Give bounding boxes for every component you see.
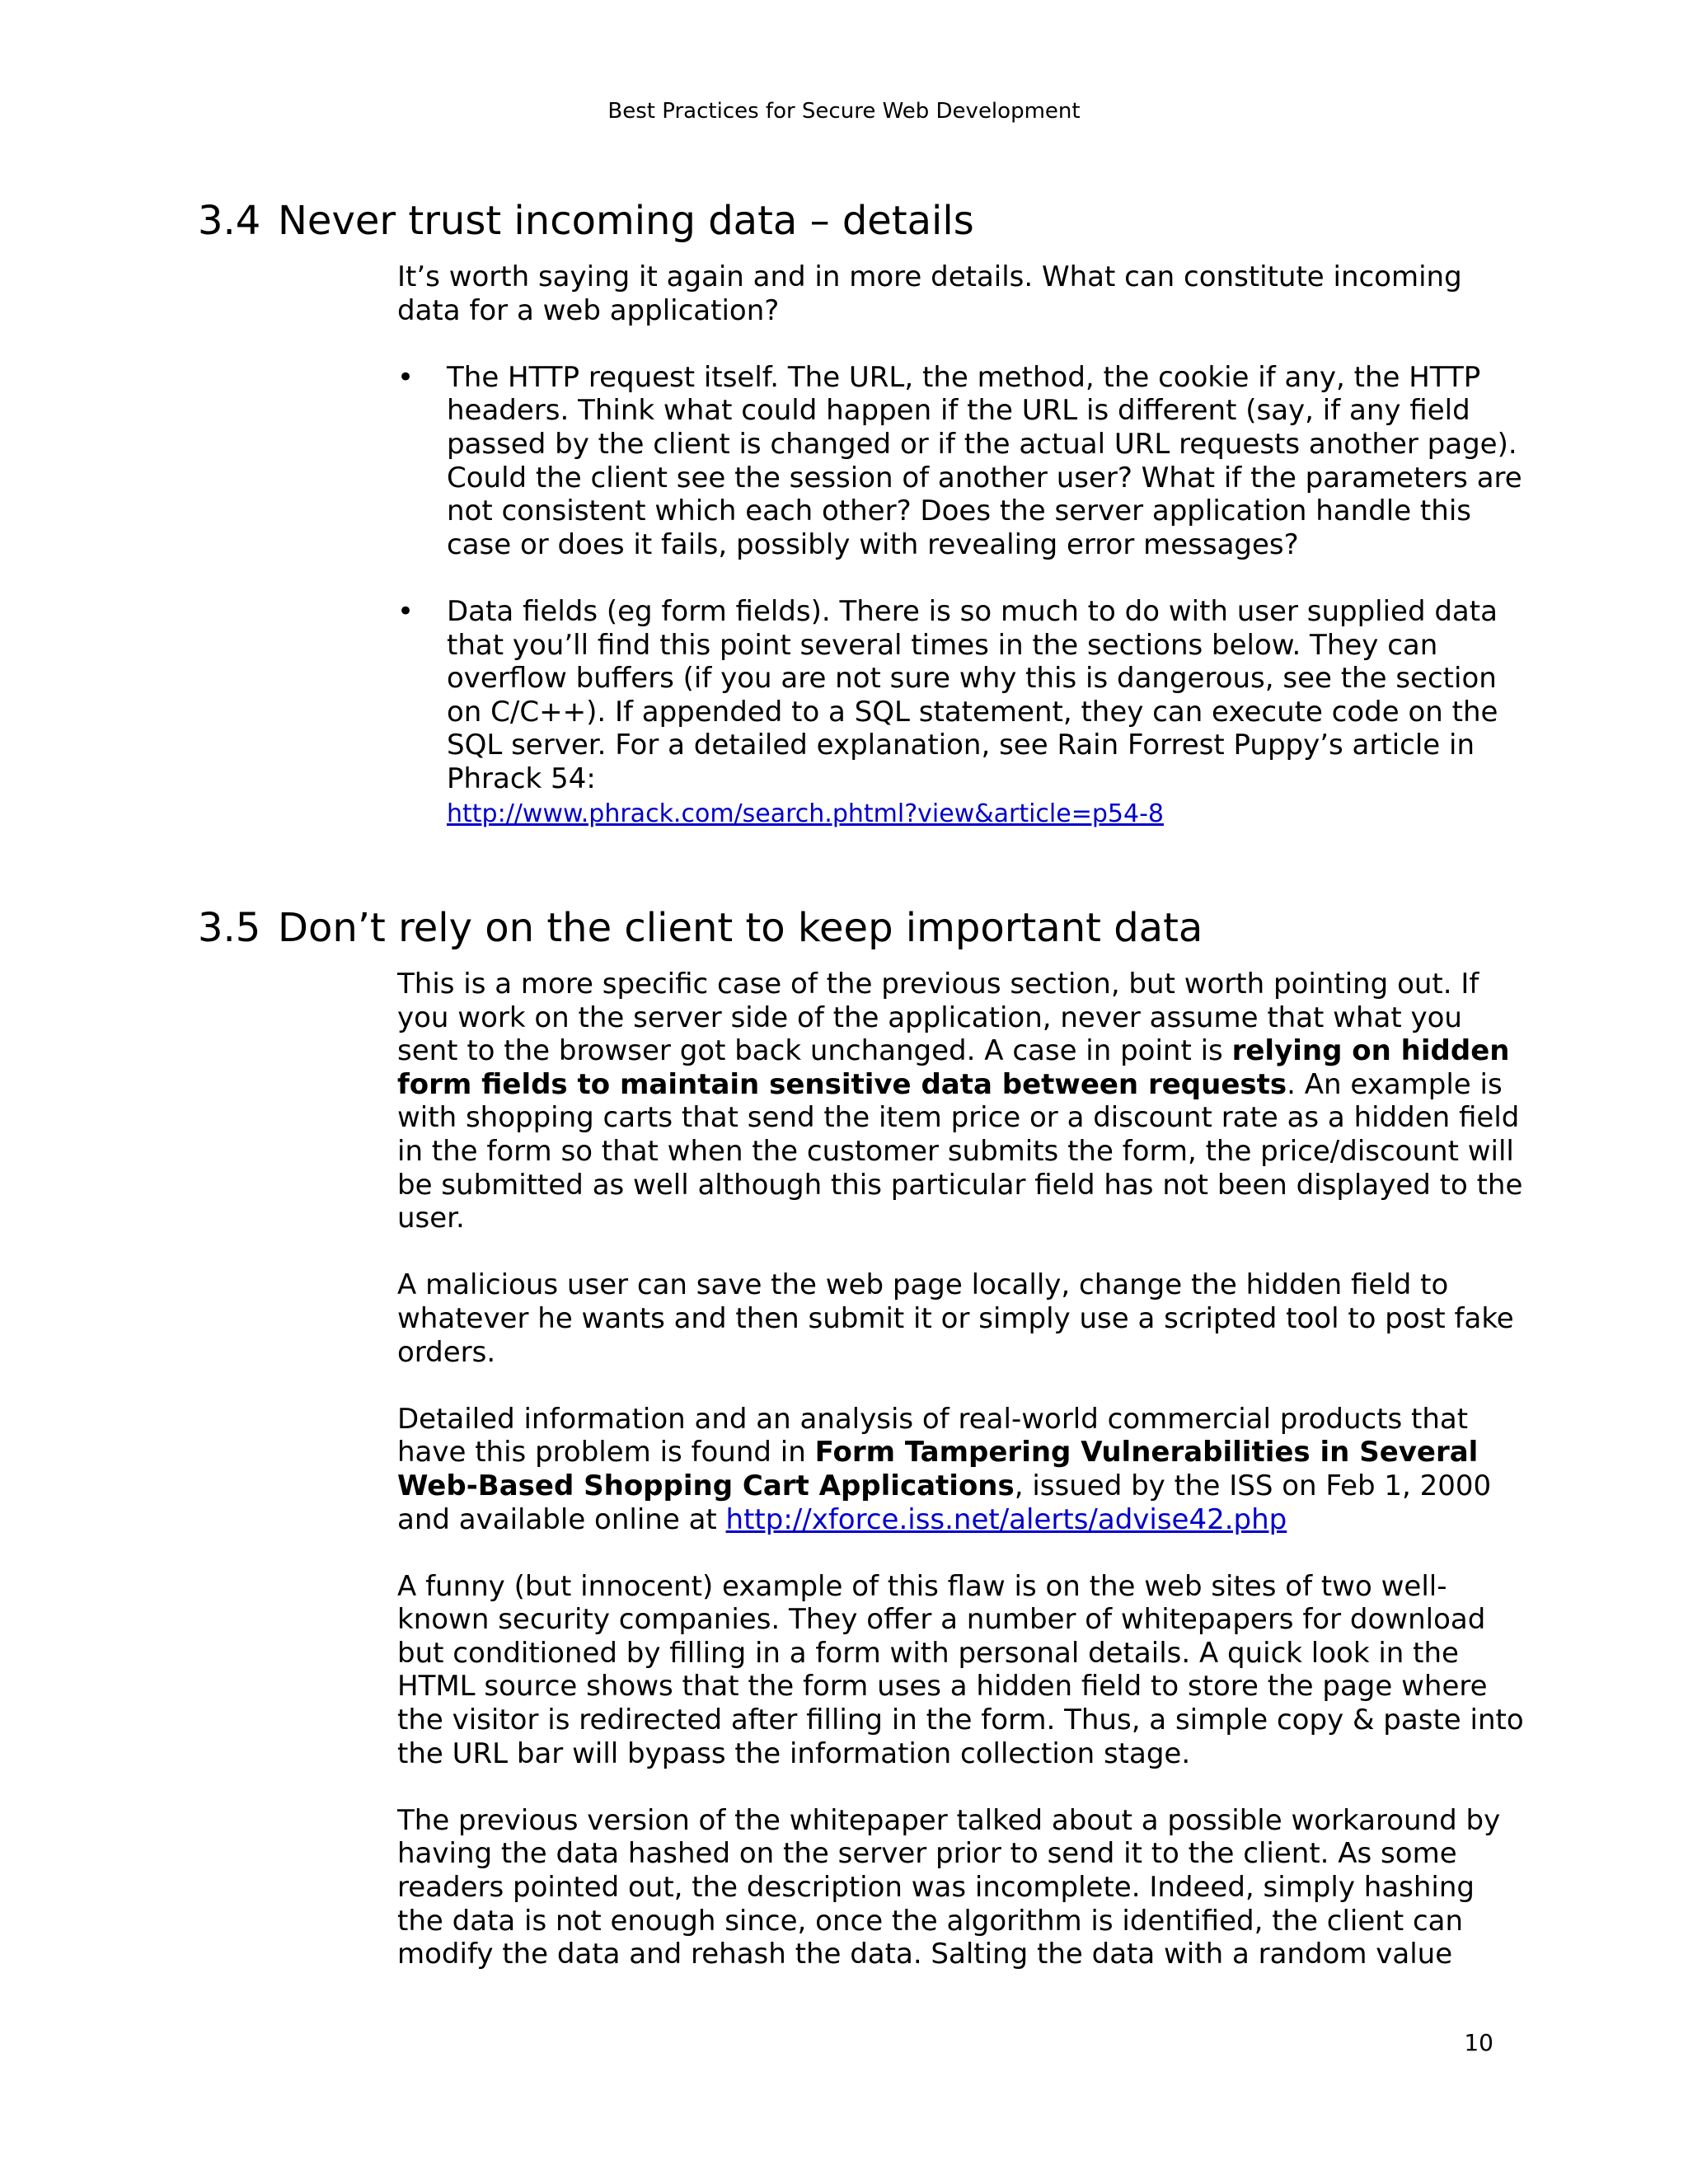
iss-advisory-link[interactable]: http://xforce.iss.net/alerts/advise42.php — [725, 1502, 1287, 1536]
section-number: 3.5 — [198, 905, 261, 951]
bullet-text: The HTTP request itself. The URL, the method, the cookie if any, the HTTP headers. Think what could happen if the URL is different (say, if any field passed by the client is changed or if the actual URL requests another page). Could the client see the session of another user? What if the parameters are not consistent which each other? Does the server application handle this case or does it fails, possibly with revealing error messages? — [447, 360, 1522, 561]
section-3-4-heading — [198, 198, 974, 244]
section-title: Don’t rely on the client to keep important data — [278, 905, 1203, 951]
section-title: Never trust incoming data – details — [278, 198, 974, 244]
bullet-list — [397, 361, 1526, 831]
bullet-text: Data fields (eg form fields). There is so much to do with user supplied data that you’ll find this point several times in the sections below. They can overflow buffers (if you are not sure why this is dangerous, see the section on C/C++). If appended to a SQL statement, they can execute code on the SQL server. For a detailed explanation, see Rain Forrest Puppy’s article in Phrack 54: — [447, 594, 1498, 795]
bullet-icon: • — [397, 360, 415, 394]
running-header: Best Practices for Secure Web Development — [607, 99, 1081, 124]
text-run: This is a more specific case of the previous section, but worth pointing out. If you work on the server side of the application, never assume that what you sent to the browser got back unchanged. A case in point is — [397, 968, 1479, 1068]
text-run: , issued by the ISS on Feb 1, 2000 and available online at — [397, 1469, 1492, 1536]
phrack-link[interactable]: http://www.phrack.com/search.phtml?view&article=p54-8 — [447, 799, 1164, 828]
paragraph: A malicious user can save the web page locally, change the hidden field to whatever he wants and then submit it or simply use a scripted tool to post fake orders. — [397, 1268, 1514, 1369]
paragraph: A funny (but innocent) example of this flaw is on the web sites of two well-known security companies. They offer a number of whitepapers for download but conditioned by filling in a form with personal details. A quick look in the HTML source shows that the form uses a hidden field to store the page where the visitor is redirected after filling in the form. Thus, a simple copy & paste into the URL bar will bypass the information collection stage. — [397, 1569, 1524, 1770]
text-run: Detailed information and an analysis of real-world commercial products that have this problem is found in — [397, 1402, 1469, 1469]
section-number: 3.4 — [198, 198, 261, 244]
bold-text: relying on hidden form fields to maintain sensitive data between requests — [397, 1034, 1510, 1101]
paragraph: The previous version of the whitepaper talked about a possible workaround by having the data hashed on the server prior to send it to the client. As some readers pointed out, the description was incomplete. Indeed, simply hashing the data is not enough since, once the algorithm is identified, the client can modify the data and rehash the data. Salting the data with a random value — [397, 1803, 1501, 1971]
bullet-item — [397, 361, 1526, 562]
section-3-4-body — [397, 260, 1526, 831]
text-run: . An example is with shopping carts that send the item price or a discount rate as a hidden field in the form so that when the customer submits the form, the price/discount will be submitted as well although this particular field has not been displayed to the user. — [397, 1067, 1523, 1235]
bullet-icon: • — [397, 594, 415, 628]
section-3-5-heading — [198, 905, 1203, 951]
bold-text: Form Tampering Vulnerabilities in Several Web-Based Shopping Cart Applications — [397, 1436, 1479, 1502]
intro-paragraph: It’s worth saying it again and in more details. What can constitute incoming data for a web application? — [397, 260, 1462, 327]
bullet-item — [397, 595, 1526, 831]
paragraph — [397, 1403, 1526, 1536]
paragraph — [397, 968, 1526, 1235]
page-number: 10 — [1464, 2029, 1493, 2056]
section-3-5-body — [397, 968, 1526, 1971]
